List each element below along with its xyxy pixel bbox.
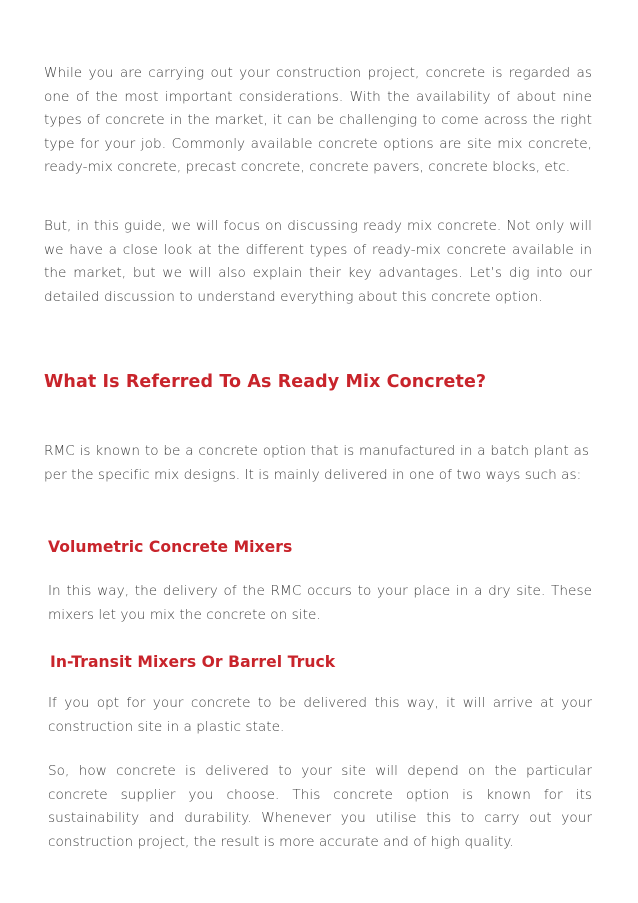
- transit-paragraph-2: So, how concrete is delivered to your site will depend on the particular concrete supplier you choose. This concrete option is known for its sustainability and durability. Whenever you utilise this to carry out your construction project, the result is more accurate and of high quality.: [48, 763, 592, 850]
- volumetric-heading: Volumetric Concrete Mixers: [48, 538, 293, 556]
- transit-paragraph-1: If you opt for your concrete to be delivered this way, it will arrive at your construction site in a plastic state.: [48, 695, 592, 735]
- transit-heading: In-Transit Mixers Or Barrel Truck: [50, 653, 336, 671]
- intro-paragraph-1: While you are carrying out your construction project, concrete is regarded as one of the most important considerations. With the availability of about nine types of concrete in the market, it can be challenging to come across the right type for your job. Commonly available concrete options are site mix concrete, ready-mix concrete, precast concrete, concrete pavers, concrete blocks, etc.: [44, 65, 592, 175]
- rmc-paragraph: RMC is known to be a concrete option that is manufactured in a batch plant as per the specific mix designs. It is mainly delivered in one of two ways such as:: [44, 443, 589, 483]
- volumetric-paragraph: In this way, the delivery of the RMC occurs to your place in a dry site. These mixers let you mix the concrete on site.: [48, 583, 592, 623]
- intro-paragraph-2: But, in this guide, we will focus on discussing ready mix concrete. Not only will we have a close look at the different types of ready-mix concrete available in the market, but we will also explain their key advantages. Let’s dig into our detailed discussion to understand everything about this concrete option.: [44, 218, 592, 305]
- rmc-heading: What Is Referred To As Ready Mix Concrete?: [44, 372, 487, 392]
